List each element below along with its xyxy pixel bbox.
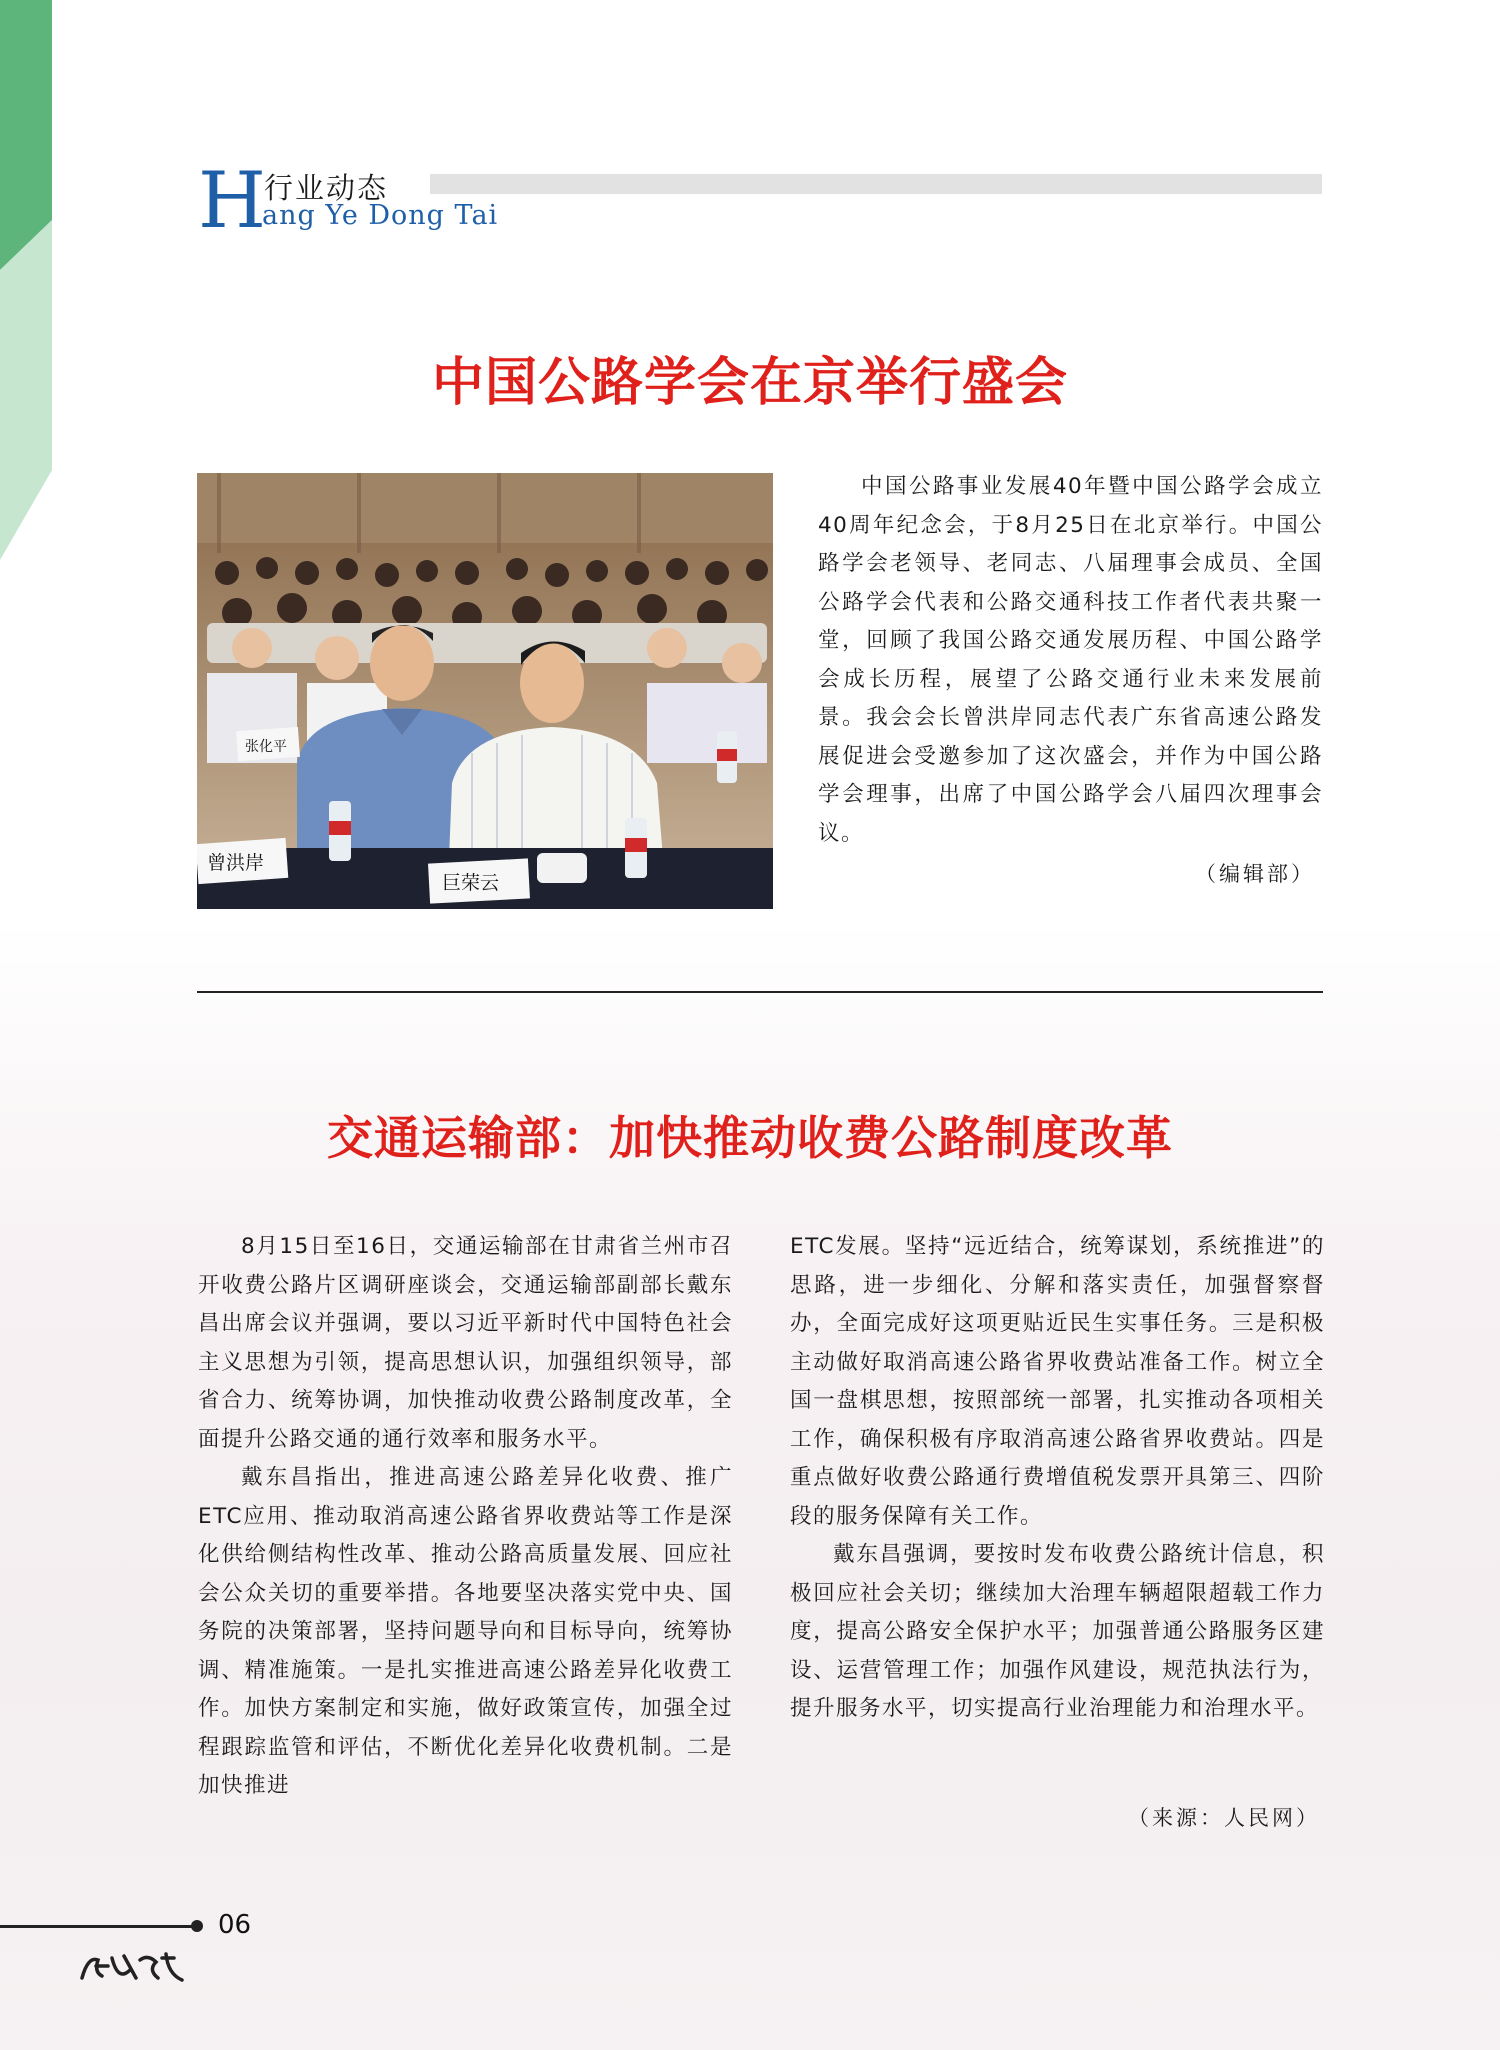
page-number: 06 — [218, 1910, 252, 1940]
article2-paragraph: 8月15日至16日，交通运输部在甘肃省兰州市召开收费公路片区调研座谈会，交通运输部副部长戴东昌出席会议并强调，要以习近平新时代中国特色社会主义思想为引领，提高思想认识，加强组织领导，部省合力、统筹协调，加快推动收费公路制度改革，全面提升公路交通的通行效率和服务水平。 — [198, 1234, 733, 1452]
magazine-logo — [78, 1948, 188, 1988]
header-title-pinyin: ang Ye Dong Tai — [262, 200, 499, 231]
name-card-1: 曾洪岸 — [207, 852, 265, 874]
article2-paragraph: 戴东昌强调，要按时发布收费公路统计信息，积极回应社会关切；继续加大治理车辆超限超载工作力度，提高公路安全保护水平；加强普通公路服务区建设、运营管理工作；加强作风建设，规范执法行为，提升服务水平，切实提高行业治理能力和治理水平。 — [790, 1542, 1325, 1721]
section-header — [198, 156, 1323, 246]
article1-paragraph: 中国公路事业发展40年暨中国公路学会成立40周年纪念会，于8月25日在北京举行。中国公路学会老领导、老同志、八届理事会成员、全国公路学会代表和公路交通科技工作者代表共聚一堂，回顾了我国公路交通发展历程、中国公路学会成长历程，展望了公路交通行业未来发展前景。我会会长曾洪岸同志代表广东省高速公路发展促进会受邀参加了这次盛会，并作为中国公路学会理事，出席了中国公路学会八届四次理事会议。 — [818, 474, 1323, 846]
article1-title: 中国公路学会在京举行盛会 — [431, 352, 1068, 413]
article2-right-column — [790, 1228, 1325, 1729]
header-title-chinese: 行业动态 — [264, 171, 389, 205]
article1-byline: （编辑部） — [1195, 862, 1315, 886]
article2-left-column — [198, 1228, 733, 1806]
green-corner-decoration — [0, 0, 52, 560]
article2-byline: （来源：人民网） — [1128, 1806, 1320, 1830]
article1-body — [818, 468, 1323, 853]
article2-title: 交通运输部：加快推动收费公路制度改革 — [327, 1111, 1173, 1165]
article2-paragraph: 戴东昌指出，推进高速公路差异化收费、推广ETC应用、推动取消高速公路省界收费站等工作是深化供给侧结构性改革、推动公路高质量发展、回应社会公众关切的重要举措。各地要坚决落实党中央、国务院的决策部署，坚持问题导向和目标导向，统筹协调、精准施策。一是扎实推进高速公路差异化收费工作。加快方案制定和实施，做好政策宣传，加强全过程跟踪监管和评估，不断优化差异化收费机制。二是加快推进 — [198, 1465, 733, 1798]
footer-dot — [191, 1920, 203, 1932]
section-divider — [197, 991, 1323, 993]
header-rule-bar — [430, 174, 1322, 194]
name-card-2: 巨荣云 — [442, 872, 500, 894]
conference-photo — [197, 473, 773, 909]
article2-paragraph: ETC发展。坚持“远近结合，统筹谋划，系统推进”的思路，进一步细化、分解和落实责任，加强督察督办，全面完成好这项更贴近民生实事任务。三是积极主动做好取消高速公路省界收费站准备工作。树立全国一盘棋思想，按照部统一部署，扎实推动各项相关工作，确保积极有序取消高速公路省界收费站。四是重点做好收费公路通行费增值税发票开具第三、四阶段的服务保障有关工作。 — [790, 1234, 1325, 1529]
name-card-3: 张化平 — [245, 739, 287, 755]
header-initial-letter: H — [198, 156, 267, 246]
footer-rule — [0, 1925, 195, 1928]
